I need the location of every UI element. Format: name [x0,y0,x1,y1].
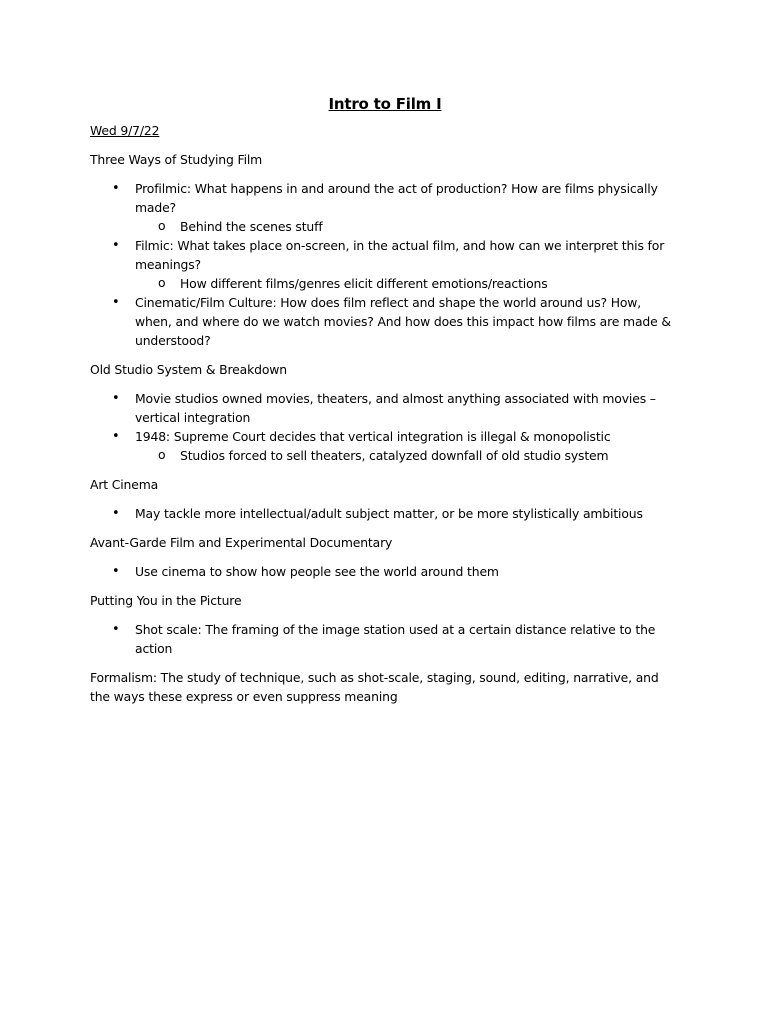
list-item-text: Cinematic/Film Culture: How does film reflect and shape the world around us? How, when, and where do we watch movies? And how does this impact how films are made & understood? [135,295,671,348]
section-heading: Old Studio System & Breakdown [90,362,287,377]
bullet-icon: • [112,622,120,637]
bullet-icon: • [112,391,120,406]
sub-bullet-icon: o [158,447,166,462]
list-item-text: 1948: Supreme Court decides that vertical integration is illegal & monopolistic [135,429,611,444]
list-item-text: Shot scale: The framing of the image station used at a certain distance relative to the action [135,622,656,656]
closing-paragraph: Formalism: The study of technique, such as shot-scale, staging, sound, editing, narrative, and the ways these express or even suppress meaning [90,670,659,704]
bullet-icon: • [112,238,120,253]
sub-list-item [135,446,680,465]
sub-bullet-list [135,217,680,236]
sub-list-item-text: How different films/genres elicit different emotions/reactions [180,276,548,291]
bullet-icon: • [112,564,120,579]
section-heading: Three Ways of Studying Film [90,152,263,167]
bullet-list [90,179,680,350]
sub-bullet-list [135,274,680,293]
list-item-text: May tackle more intellectual/adult subject matter, or be more stylistically ambitious [135,506,643,521]
section-heading: Avant-Garde Film and Experimental Documentary [90,535,393,550]
bullet-icon: • [112,295,120,310]
bullet-list [90,620,680,658]
list-item-text: Use cinema to show how people see the world around them [135,564,499,579]
bullet-icon: • [112,429,120,444]
sub-list-item [135,217,680,236]
list-item [90,236,680,293]
sub-bullet-icon: o [158,275,166,290]
list-item [90,620,680,658]
list-item [90,389,680,427]
section-heading: Putting You in the Picture [90,593,242,608]
bullet-list [90,504,680,523]
sub-bullet-list [135,446,680,465]
sub-bullet-icon: o [158,218,166,233]
sub-list-item-text: Studios forced to sell theaters, catalyzed downfall of old studio system [180,448,609,463]
list-item [90,179,680,236]
list-item-text: Filmic: What takes place on-screen, in the actual film, and how can we interpret this for meanings? [135,238,665,272]
bullet-icon: • [112,506,120,521]
document-page [90,94,680,706]
list-item-text: Movie studios owned movies, theaters, and almost anything associated with movies – vertical integration [135,391,656,425]
list-item [90,504,680,523]
list-item [90,562,680,581]
bullet-icon: • [112,181,120,196]
bullet-list [90,562,680,581]
sub-list-item-text: Behind the scenes stuff [180,219,323,234]
bullet-list [90,389,680,465]
list-item-text: Profilmic: What happens in and around the act of production? How are films physically made? [135,181,658,215]
document-title: Intro to Film I [328,95,442,113]
list-item [90,293,680,350]
section-heading: Art Cinema [90,477,159,492]
sub-list-item [135,274,680,293]
list-item [90,427,680,465]
document-date: Wed 9/7/22 [90,123,160,138]
